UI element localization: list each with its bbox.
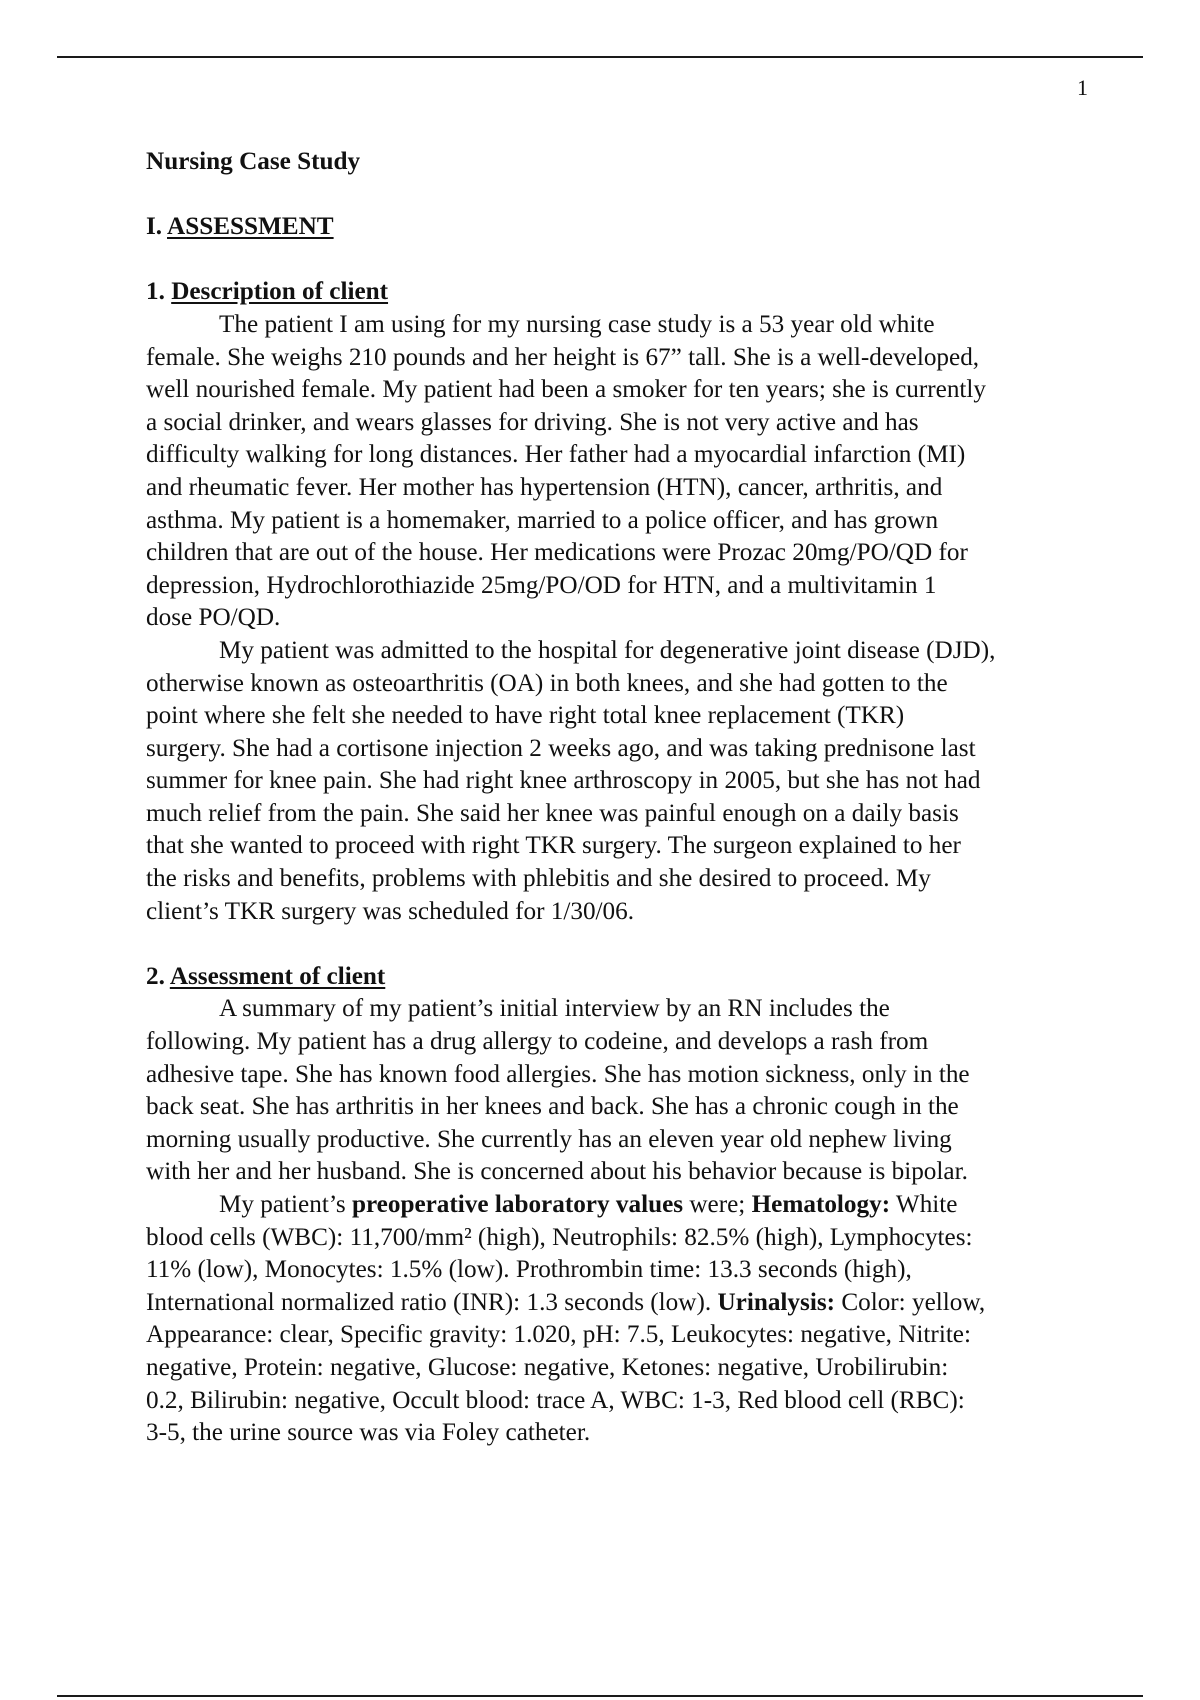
text-line: otherwise known as osteoarthritis (OA) in both knees, and she had gotten to the (146, 669, 948, 697)
text-line: 0.2, Bilirubin: negative, Occult blood: trace A, WBC: 1-3, Red blood cell (RBC): (146, 1386, 965, 1414)
header-rule (57, 56, 1143, 58)
text-line: a social drinker, and wears glasses for driving. She is not very active and has (146, 408, 919, 436)
description-paragraph-1 (146, 309, 1096, 635)
page-number: 1 (1077, 75, 1088, 100)
text-line: surgery. She had a cortisone injection 2 weeks ago, and was taking prednisone last (146, 734, 976, 762)
text-line: back seat. She has arthritis in her knees and back. She has a chronic cough in the (146, 1093, 959, 1121)
subsection-heading-assessment (146, 961, 1096, 994)
section-title: ASSESSMENT (167, 213, 334, 241)
text-line (146, 1287, 1096, 1320)
subsection-number: 1. (146, 278, 172, 306)
section-number: I. (146, 213, 168, 241)
document-body (146, 146, 1096, 1450)
description-paragraph-2 (146, 635, 1096, 928)
bold-term: Urinalysis: (717, 1288, 836, 1316)
text-line: morning usually productive. She currently has an eleven year old nephew living (146, 1125, 952, 1153)
text-line: summer for knee pain. She had right knee arthroscopy in 2005, but she has not had (146, 767, 981, 795)
text-run: International normalized ratio (INR): 1.3 seconds (low). (146, 1288, 718, 1316)
text-run: White (890, 1191, 958, 1218)
bold-term: Hematology: (751, 1191, 891, 1218)
footer-rule (57, 1695, 1143, 1697)
text-line: Appearance: clear, Specific gravity: 1.020, pH: 7.5, Leukocytes: negative, Nitrite: (146, 1321, 971, 1349)
text-line: negative, Protein: negative, Glucose: negative, Ketones: negative, Urobilirubin: (146, 1353, 949, 1381)
text-line: point where she felt she needed to have right total knee replacement (TKR) (146, 702, 905, 730)
text-line (146, 1189, 1096, 1222)
text-line: dose PO/QD. (146, 604, 281, 632)
document-title (146, 146, 1096, 179)
text-line: following. My patient has a drug allergy to codeine, and develops a rash from (146, 1028, 929, 1056)
text-line: depression, Hydrochlorothiazide 25mg/PO/OD for HTN, and a multivitamin 1 (146, 571, 937, 599)
assessment-paragraph-1 (146, 993, 1096, 1189)
text-run: My patient’s (219, 1191, 352, 1218)
text-line: the risks and benefits, problems with phlebitis and she desired to proceed. My (146, 865, 931, 893)
text-line: much relief from the pain. She said her knee was painful enough on a daily basis (146, 799, 959, 827)
text-line: with her and her husband. She is concerned about his behavior because is bipolar. (146, 1158, 968, 1186)
subsection-number: 2. (146, 962, 170, 990)
text-run: were; (683, 1191, 752, 1218)
text-line: and rheumatic fever. Her mother has hypertension (HTN), cancer, arthritis, and (146, 473, 943, 501)
text-line: children that are out of the house. Her medications were Prozac 20mg/PO/QD for (146, 539, 968, 567)
text-line: blood cells (WBC): 11,700/mm² (high), Neutrophils: 82.5% (high), Lymphocytes: (146, 1223, 973, 1251)
subsection-title: Description of client (171, 278, 389, 306)
lab-values-paragraph (146, 1189, 1096, 1450)
text-line: that she wanted to proceed with right TKR surgery. The surgeon explained to her (146, 832, 961, 860)
text-line: well nourished female. My patient had been a smoker for ten years; she is currently (146, 376, 987, 404)
bold-term: preoperative laboratory values (351, 1191, 684, 1218)
text-line: asthma. My patient is a homemaker, married to a police officer, and has grown (146, 506, 939, 534)
text-line: adhesive tape. She has known food allergies. She has motion sickness, only in the (146, 1060, 970, 1088)
section-heading (146, 211, 1096, 244)
text-line: difficulty walking for long distances. Her father had a myocardial infarction (MI) (146, 441, 966, 469)
document-title-text: Nursing Case Study (146, 148, 361, 175)
text-run: Color: yellow, (835, 1288, 986, 1316)
text-line: The patient I am using for my nursing case study is a 53 year old white (219, 310, 935, 338)
text-line: 3-5, the urine source was via Foley catheter. (146, 1419, 591, 1447)
subsection-title: Assessment of client (169, 962, 386, 990)
text-line: A summary of my patient’s initial interview by an RN includes the (219, 995, 890, 1023)
subsection-heading-description (146, 276, 1096, 309)
text-line: female. She weighs 210 pounds and her height is 67” tall. She is a well-developed, (146, 343, 980, 371)
text-line: client’s TKR surgery was scheduled for 1/30/06. (146, 897, 635, 925)
text-line: 11% (low), Monocytes: 1.5% (low). Prothrombin time: 13.3 seconds (high), (146, 1256, 912, 1284)
text-line: My patient was admitted to the hospital for degenerative joint disease (DJD), (219, 636, 996, 664)
